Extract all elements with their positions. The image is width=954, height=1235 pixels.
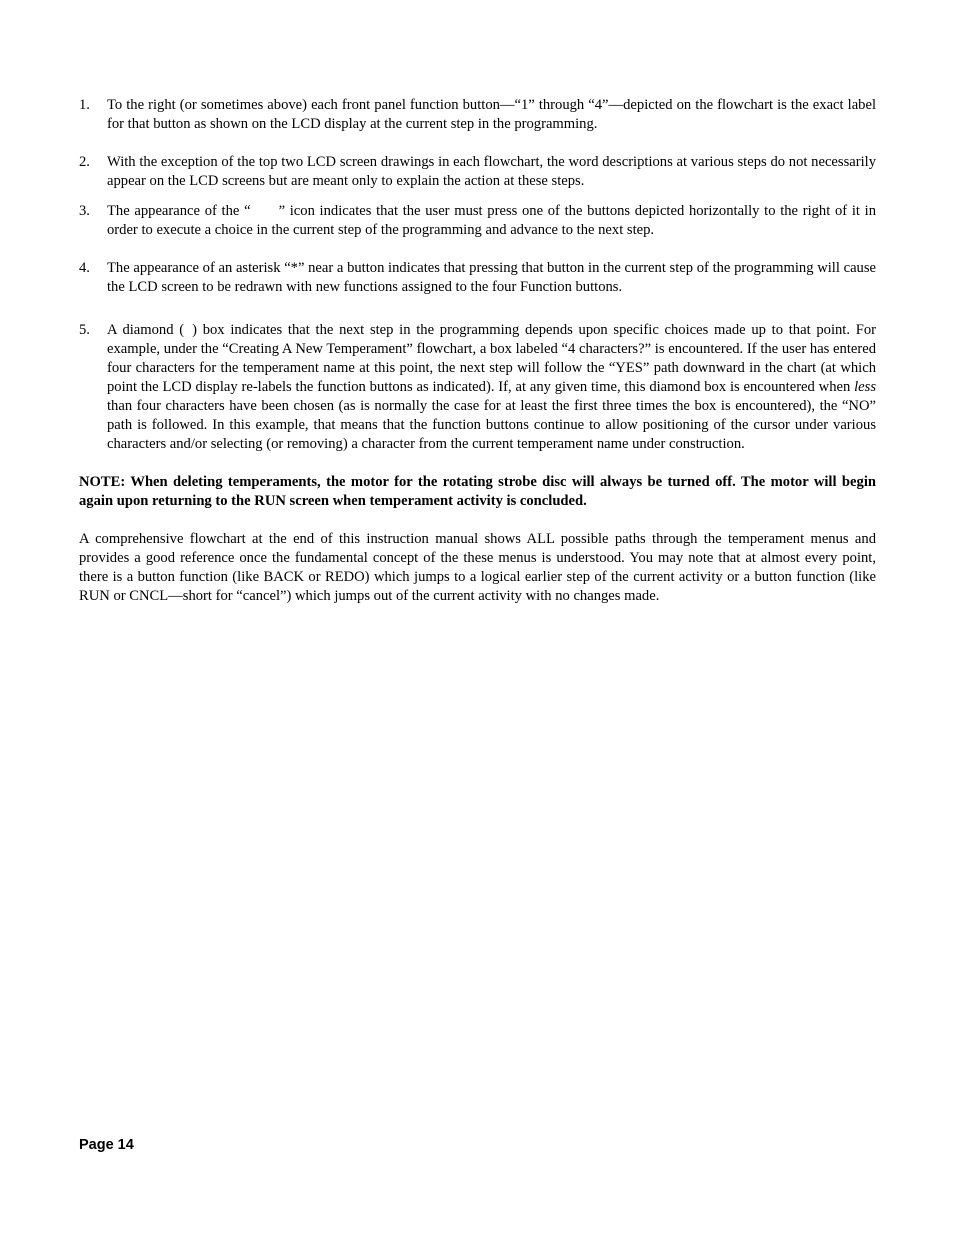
list-item [79,202,876,240]
list-item-text: The appearance of an asterisk “*” near a button indicates that pressing that button in the current step of the programming will cause the LCD screen to be redrawn with new functions assigned to the four Function buttons. [107,260,876,295]
list-item-number: 1. [79,97,90,113]
list-item-text [107,321,876,454]
list-item-number: 4. [79,260,90,276]
list-item-text-before-icon: The appearance of the “ [107,203,251,219]
list-item-number: 5. [79,322,90,338]
list-item-number: 2. [79,154,90,170]
list-item [79,259,876,297]
list-item-text-after-icon: ” icon indicates that the user must press one of the buttons depicted horizontally to the right of it in order to execute a choice in the current step of the programming and advance to the next step. [107,203,876,238]
list-item [79,96,876,134]
list-item-text: To the right (or sometimes above) each front panel function button—“1” through “4”—depicted on the flowchart is the exact label for that button as shown on the LCD display at the current step in the programming. [107,97,876,132]
document-body [79,96,876,606]
emphasis-less: less [854,379,876,395]
list-item-text-after-diamond: ) box indicates that the next step in the programming depends upon specific choices made up to that point. For example, under the “Creating A New Temperament” flowchart, a box labeled “4 characters?” is encountered. If the user has entered four characters for the temperament name at this point, the next step will follow the “YES” path downward in the chart (at which point the LCD display re-labels the function buttons as indicated). If, at any given time, this diamond box is encountered when [107,322,877,395]
list-item-text: With the exception of the top two LCD screen drawings in each flowchart, the word descriptions at various steps do not necessarily appear on the LCD screens but are meant only to explain the action at these steps. [107,154,876,189]
page-number: Page 14 [79,1137,134,1153]
list-item [79,321,876,454]
list-item-text-after-emphasis: than four characters have been chosen (as is normally the case for at least the first three times the box is encountered), the “NO” path is followed. In this example, that means that the function buttons continue to allow positioning of the cursor under various characters and/or selecting (or removing) a character from the current temperament name under construction. [107,398,876,452]
summary-paragraph: A comprehensive flowchart at the end of this instruction manual shows ALL possible paths through the temperament menus and provides a good reference once the fundamental concept of the these menus is understood. You may note that at almost every point, there is a button function (like BACK or REDO) which jumps to a logical earlier step of the current activity or a button function (like RUN or CNCL—short for “cancel”) which jumps out of the current activity with no changes made. [79,531,876,604]
list-item [79,153,876,191]
note-paragraph: NOTE: When deleting temperaments, the motor for the rotating strobe disc will always be turned off. The motor will begin again upon returning to the RUN screen when temperament activity is concluded. [79,474,876,509]
list-item-text [107,202,876,240]
list-item-number: 3. [79,203,90,219]
list-item-text-before-diamond: A diamond ( [107,322,185,338]
